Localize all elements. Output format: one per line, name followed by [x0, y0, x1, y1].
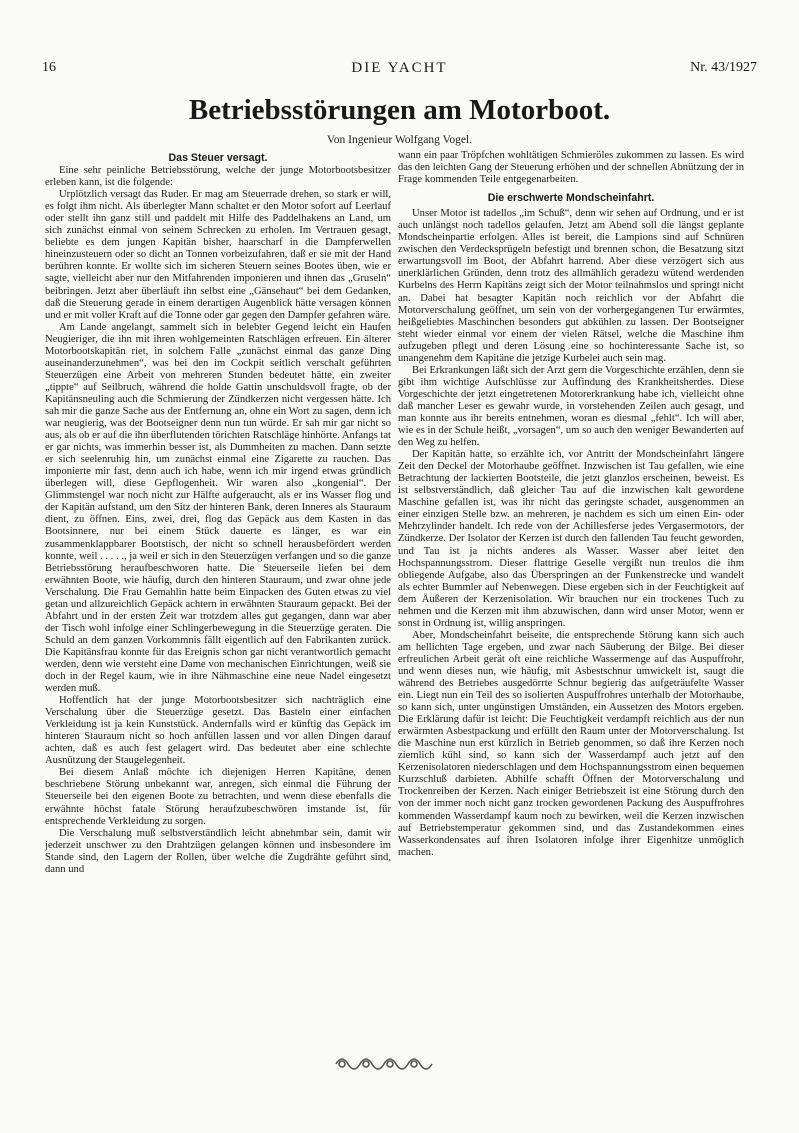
section-heading-moonlight: Die erschwerte Mondscheinfahrt. [487, 192, 655, 205]
paragraph: Aber, Mondscheinfahrt beiseite, die entsprechende Störung kann sich auch am hellichten Tage ergeben, und zwar nach Säuberung der Bilge. Bei dieser erfreulichen Arbeit gerät oft eine reichliche Wassermenge auf das Auspuffrohr, und wenn dieses nun, wie häufig, mit Asbestschnur umwickelt ist, saugt die während des Betriebes ausgedörrte Schnur begierig das aufgeträufelte Wasser ein. Liegt nun ein Teil des so isolierten Auspuffrohres unterhalb der Motorhaube, so kann sich, unter ungünstigen Umständen, ein Aussetzen des Motors ergeben. Die Erklärung dafür ist leicht: Die Feuchtigkeit verdampft reichlich aus der nun erwärmten Asbestpackung und erfüllt den Raum unter der Motorverschalung. Ist die Maschine nun erst kürzlich in Betrieb genommen, so daß ihre Kerzen noch ziemlich kühl sind, so kann sich der Wasserdampf auch jetzt auf den Kerzenisolatoren niederschlagen und dem Hochspannungsstrom einen bequemen Kurzschluß darbieten. Abhilfe schafft Öffnen der Motorverschalung und Trockenreiben der Kerzen. Nach einiger Betriebszeit ist eine Störung durch den von der immer noch nicht ganz trocken gewordenen Packung des Auspuffrohres kommenden Wasserdampf kaum noch zu bewirken, weil die Kerzen inzwischen auf Betriebstemperatur gekommen sind, und das Zustandekommen eines Wasserkondensates auf ihren Isolatoren infolge ihrer Eigenhitze unmöglich machen. [398, 629, 744, 858]
paragraph: Bei diesem Anlaß möchte ich diejenigen Herren Kapitäne, denen beschriebene Störung unbekannt war, anregen, sich einmal die Führung der Steuerseile bei den eigenen Boote zu betrachten, und wenn diese ebenfalls die erwähnte höchst fatale Störung heraufzubeschwören imstande ist, für entsprechende Verkleidung zu sorgen. [45, 767, 391, 827]
paragraph: Urplötzlich versagt das Ruder. Er mag am Steuerrade drehen, so stark er will, es folgt ihm nicht. Als überlegter Mann schaltet er den Motor sofort auf Leerlauf oder stellt ihn ganz still und paddelt mit Hilfe des Paddelhakens an Land, um sich zunächst einmal von seinem Schrecken zu erholen. Im Vertrauen gesagt, beliebte es dem jungen Kapitän bisher, haarscharf in die Dampferwellen hineinzusteuern oder so dicht an Tonnen vorbeizufahren, daß er sie mit der Hand berühren konnte. Er wollte sich im sicheren Steuern seines Bootes üben, wie er sagte, vielleicht aber nur den Mitfahrenden imponieren und ihnen das „Gruseln“ beibringen. Jetzt aber überläuft ihn selbst eine „Gänsehaut“ bei dem Gedanken, daß die Steuerung gerade in einem derartigen Augenblick hätte versagen können und er mit voller Kraft auf die Tonne oder gar gegen den Dampfer gefahren wäre. [45, 189, 391, 321]
paragraph: Am Lande angelangt, sammelt sich in belebter Gegend leicht ein Haufen Neugieriger, die ihn mit ihren wohlgemeinten Ratschlägen erfreuen. Ein älterer Motorbootskapitän riet, in solchem Falle „zunächst einmal das ganze Ding auseinanderzunehmen“, was bei den im Cockpit seitlich verschalt geführten Steuerzügen eine Arbeit von mehreren Stunden bedeutet hätte, ein zweiter „tippte“ auf Seilbruch, während die holde Gattin unschuldsvoll fragte, ob der Kapitänsneuling auch die Schmierung der Zündkerzen nicht vergessen hätte. Ich sah mir die ganze Sache aus der Entfernung an, ohne ein Wort zu sagen, denn ich war neugierig, was der Bootseigner denn nun tun würde. Er sah mir gar nicht so aus, als ob er auf die ihn überflutenden törichten Ratschläge hinhörte. Anfangs tat er gar nichts, was immerhin besser ist, als Dummheiten zu machen. Dann setzte er sich seelenruhig hin, um zunächst einmal eine Zigarette zu rauchen. Das imponierte mir fast, denn auch ich habe, wenn ich mir irgend etwas gründlich überlegen will, diese Gepflogenheit. Wir waren also „kongenial“. Der Glimmstengel war noch nicht zur Hälfte aufgeraucht, als er ins Wasser flog und der Kapitän aufstand, um den Sitz der hinteren Bank, deren Inneres als Stauraum dient, zu öffnen. Eins, zwei, drei, flog das Gepäck aus dem Kasten in das Bootsinnere, nur bei einem Stück dauerte es länger, es war ein zusammenklappbarer Bootstisch, der nicht so schnell herausbefördert werden konnte, weil . . . . ., ja weil er sich in den Steuerzügen verfangen und so die ganze Betriebsstörung heraufbeschworen hatte. Die Steuerseile liefen bei dem erwähnten Boote, wie häufig, durch den hinteren Stauraum, und zwar ohne jede Verschalung. Die Frau Gemahlin hatte beim Einpacken des Guten etwas zu viel getan und allzureichlich Gepäck achtern in erwähnten Stauraum gepackt. Bei der Abfahrt und in der ersten Zeit war trotzdem alles gut gegangen, dann war aber der Tisch wohl infolge einer Schlingerbewegung in die Steuerzüge geraten. Die Schuld an dem ganzen Vorkommnis fällt eigentlich auf den Fabrikanten zurück. Die Kapitänsfrau konnte für das Ereignis schon gar nicht verantwortlich gemacht werden, denn wie versteht eine Dame von mechanischen Einrichtungen, weiß sie doch in der Regel kaum, wie in ihre Nähmaschine eine neue Nadel eingesetzt werden muß. [45, 321, 391, 695]
article-title: Betriebsstörungen am Motorboot. [188, 94, 611, 126]
magazine-title: DIE YACHT [351, 60, 448, 76]
left-column [45, 150, 391, 876]
article-byline: Von Ingenieur Wolfgang Vogel. [326, 134, 473, 146]
right-column [398, 150, 744, 859]
decorative-ornament-icon [330, 1050, 440, 1078]
page-header [42, 60, 757, 82]
paragraph: Die Verschalung muß selbstverständlich leicht abnehmbar sein, damit wir jederzeit unschwer zu den Drahtzügen gelangen können und insbesondere im Stande sind, den Lagern der Rollen, über welche die Zugdrähte geführt sind, dann und [45, 827, 391, 875]
paragraph: Der Kapitän hatte, so erzählte ich, vor Antritt der Mondscheinfahrt längere Zeit den Deckel der Motorhaube geöffnet. Inzwischen ist Tau gefallen, wie eine Betrachtung der lackierten Bootsteile, die jetzt glanzlos erscheinen, beweist. Es ist selbstverständlich, daß gleicher Tau auf die inzwischen kalt gewordene Maschine gefallen ist, was ihr nicht das geringste schadet, ausgenommen an einer einzigen Stelle bzw. an mehreren, je nachdem es sich um einen Ein- oder Mehrzylinder handelt. Ich rede von der Achillesferse jedes Vergasermotors, der Zündkerze. Der Isolator der Kerzen ist durch den fallenden Tau feucht geworden, und Tau ist ja nichts anderes als Wasser. Wasser aber leitet den Hochspannungsstrom. Dieser flattrige Geselle vergißt nun treulos die ihm obliegende Aufgabe, also das Überspringen an der Funkenstrecke und wandelt als echter Bummler auf Nebenwegen. Diese ergeben sich in der Feuchtigkeit auf dem Äußeren der Kerzenisolation. Wir brauchen nur ein trockenes Tuch zu nehmen und die Kerzen mit ihm abzuwischen, dann wird unser Motor, wenn er sonst in Ordnung ist, willig anspringen. [398, 449, 744, 629]
issue-number: Nr. 43/1927 [690, 60, 757, 75]
paragraph: wann ein paar Tröpfchen wohltätigen Schmieröles zukommen zu lassen. Es wird das den leichten Gang der Steuerung erhöhen und der schnellen Abnützung der in Frage kommenden Teile entgegenarbeiten. [398, 150, 744, 186]
paragraph: Unser Motor ist tadellos „im Schuß“, denn wir sehen auf Ordnung, und er ist auch unlängst noch tadellos gelaufen. Jetzt am Abend soll die längst geplante Mondscheinpartie erfolgen. Alles ist bereit, die Lampions sind auf Schnüren zwischen den Verdecksprügeln befestigt und brennen schon, die Besatzung sitzt erwartungsvoll im Boot, der Abfahrt harrend. Aber diese verzögert sich aus unerklärlichen Gründen, denn trotz des allmählich geradezu wütend werdenden Kurbelns des Herrn Kapitäns zeigt sich der Motor teilnahmslos und springt nicht an. Dabei hat besagter Kapitän noch reichlich vor der Abfahrt die Motorverschalung geöffnet, um sein von der vorhergegangenen Tur erwärmtes, heißgeliebtes Maschinchen besonders gut abkühlen zu lassen. Der Bootseigner steht wieder einmal vor einem der vielen Rätsel, welche die Maschine ihm aufzugeben pflegt und deren Lösung eine so hochinteressante Sache ist, so unangenehm dem Kapitäne die jetzige Kurbelei auch sein mag. [398, 208, 744, 364]
paragraph: Hoffentlich hat der junge Motorbootsbesitzer sich nachträglich eine Verschalung über die Steuerzüge gesetzt. Das Basteln einer einfachen Verkleidung ist ja kein Kunststück. Andernfalls wird er künftig das Gepäck im hinteren Stauraum nicht so hoch anfüllen lassen und vor allen Dingen darauf achten, daß es auch fest gelagert wird. Das bedeutet aber eine schlechte Ausnützung der Staugelegenheit. [45, 695, 391, 767]
paragraph: Bei Erkrankungen läßt sich der Arzt gern die Vorgeschichte erzählen, denn sie gibt ihm wichtige Aufschlüsse zur Auffindung des Krankheitsherdes. Diese Vorgeschichte der jetzt eingetretenen Motorerkrankung habe ich, vielleicht ohne daß mancher Leser es gewahr wurde, in vorstehenden Zeilen auch gesagt, und man konnte aus ihr bereits entnehmen, woran es diesmal „fehlt“. Ich will aber, wie es in der Schule heißt, „vorsagen“, um so auch den weniger Bewanderten auf den Weg zu helfen. [398, 364, 744, 449]
paragraph: Eine sehr peinliche Betriebsstörung, welche der junge Motorbootsbesitzer erleben kann, ist die folgende: [45, 165, 391, 189]
section-heading-steering: Das Steuer versagt. [168, 152, 268, 164]
page-number: 16 [42, 60, 56, 75]
